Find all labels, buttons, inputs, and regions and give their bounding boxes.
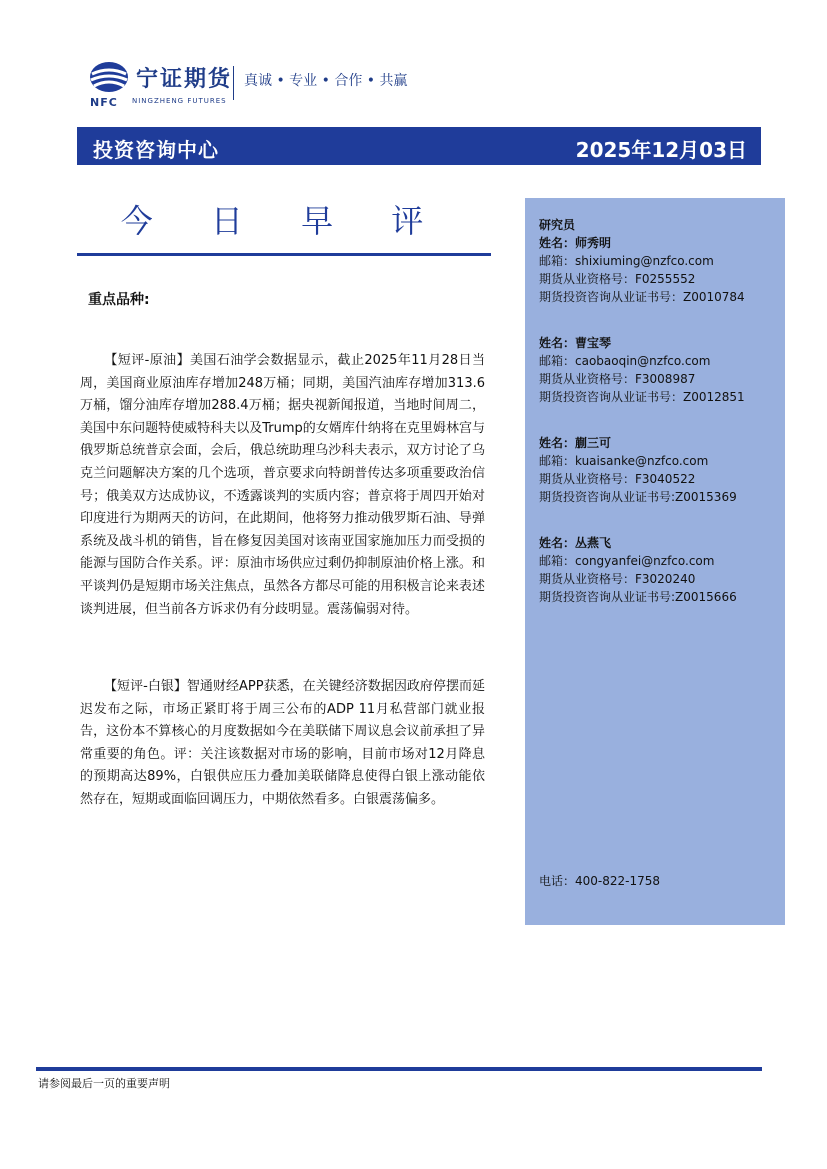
analyst-qualification: 期货从业资格号：F3008987 xyxy=(539,372,696,386)
analyst-email: 邮箱：caobaoqin@nzfco.com xyxy=(539,354,711,368)
analyst-qualification: 期货从业资格号：F0255552 xyxy=(539,272,696,286)
analyst-name: 姓名：丛燕飞 xyxy=(539,536,612,550)
contact-phone: 电话：400-822-1758 xyxy=(539,874,661,888)
report-title: 今 日 早 评 xyxy=(120,202,448,240)
section-label: 重点品种: xyxy=(88,292,150,308)
analyst-certificate: 期货投资咨询从业证书号：Z0010784 xyxy=(539,290,745,304)
analyst-certificate: 期货投资咨询从业证书号:Z0015369 xyxy=(539,490,737,504)
analyst-name: 姓名：蒯三可 xyxy=(539,436,612,450)
paragraph-crude-oil xyxy=(80,350,485,621)
analyst-email: 邮箱：shixiuming@nzfco.com xyxy=(539,254,714,268)
company-name: 宁证期货 xyxy=(136,66,233,92)
analyst-name: 姓名：曹宝琴 xyxy=(539,336,612,350)
analyst-card xyxy=(539,334,745,406)
analyst-card xyxy=(539,234,745,306)
analyst-email: 邮箱：congyanfei@nzfco.com xyxy=(539,554,715,568)
analyst-sidebar xyxy=(525,198,785,925)
title-bar xyxy=(77,127,761,165)
analyst-card xyxy=(539,434,745,506)
center-name: 投资咨询中心 xyxy=(93,138,219,162)
company-english-name: NINGZHENG FUTURES xyxy=(132,97,227,105)
report-date: 2025年12月03日 xyxy=(575,138,747,162)
company-logo-icon xyxy=(88,60,130,94)
paragraph-crude-oil-text: 【短评-原油】美国石油学会数据显示，截止2025年11月28日当周，美国商业原油库存增加248万桶；同期，美国汽油库存增加313.6万桶，馏分油库存增加288.4万桶；据央视新闻报道，当地时间周二，美国中东问题特使威特科夫以及Trump的女婿库什纳将在克里姆林宫与俄罗斯总统普京会面，会后，俄总统助理乌沙科夫表示，双方讨论了乌克兰问题解决方案的几个选项，普京要求向特朗普传达多项重要政治信号；俄美双方达成协议，不透露谈判的实质内容；普京将于周四开始对印度进行为期两天的访问，在此期间，他将努力推动俄罗斯石油、导弹系统及战斗机的销售，旨在修复因美国对该南亚国家施加压力而受损的能源与国防合作关系。评：原油市场供应过剩仍抑制原油价格上涨。和平谈判仍是短期市场关注焦点，虽然各方都尽可能的用积极言论来表述谈判进展，但当前各方诉求仍有分歧明显。震荡偏弱对待。 xyxy=(80,353,485,617)
company-slogan: 真诚 • 专业 • 合作 • 共赢 xyxy=(244,73,408,89)
analyst-qualification: 期货从业资格号：F3020240 xyxy=(539,572,696,586)
title-underline xyxy=(77,253,491,256)
analyst-qualification: 期货从业资格号：F3040522 xyxy=(539,472,696,486)
analyst-certificate: 期货投资咨询从业证书号:Z0015666 xyxy=(539,590,737,604)
company-abbr: NFC xyxy=(90,96,118,109)
paragraph-silver xyxy=(80,676,485,812)
sidebar-heading: 研究员 xyxy=(539,218,576,232)
paragraph-silver-text: 【短评-白银】智通财经APP获悉，在关键经济数据因政府停摆而延迟发布之际，市场正紧盯将于周三公布的ADP 11月私营部门就业报告，这份本不算核心的月度数据如今在美联储下周议息会议前承担了异常重要的角色。评：关注该数据对市场的影响，目前市场对12月降息的预期高达89%，白银供应压力叠加美联储降息使得白银上涨动能依然存在，短期或面临回调压力，中期依然看多。白银震荡偏多。 xyxy=(80,679,485,807)
analyst-email: 邮箱：kuaisanke@nzfco.com xyxy=(539,454,709,468)
analyst-card xyxy=(539,534,745,606)
footer-rule xyxy=(36,1067,762,1071)
footer-disclaimer-note: 请参阅最后一页的重要声明 xyxy=(38,1077,170,1090)
analyst-name: 姓名：师秀明 xyxy=(539,236,612,250)
analyst-certificate: 期货投资咨询从业证书号：Z0012851 xyxy=(539,390,745,404)
logo-divider xyxy=(233,66,234,100)
